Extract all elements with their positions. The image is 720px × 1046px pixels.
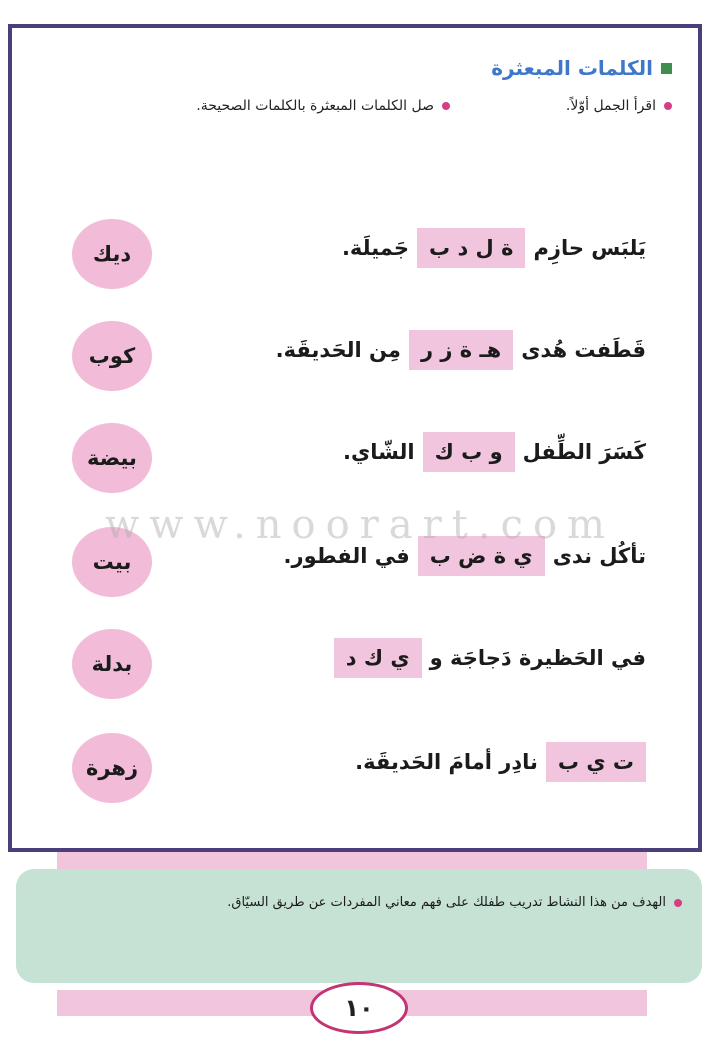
bullet-dot-icon	[674, 899, 682, 907]
sentence-end: مِن الحَديقَة.	[275, 338, 401, 362]
sentence-end: في الفطور.	[283, 544, 410, 568]
scrambled-letters[interactable]: هـ ة ز ر	[409, 330, 513, 370]
page-number: ١٠	[310, 982, 408, 1034]
parent-note	[16, 869, 702, 983]
sentence-start: تأكُل ندى	[552, 544, 646, 568]
instruction-match-text: صل الكلمات المبعثرة بالكلمات الصحيحة.	[196, 98, 434, 114]
square-bullet-icon	[661, 63, 672, 74]
sentence-end: نادِر أمامَ الحَديقَة.	[355, 750, 538, 774]
scrambled-letters[interactable]: ي ك د	[334, 638, 422, 678]
instruction-match	[196, 98, 450, 114]
note-line	[227, 895, 682, 910]
sentence-start: قَطَفت هُدى	[521, 338, 646, 362]
sentence-start: في الحَظيرة دَجاجَة و	[429, 646, 646, 670]
word-circle[interactable]: ديك	[72, 219, 152, 289]
word-circle[interactable]: بيت	[72, 527, 152, 597]
word-circle[interactable]: بدلة	[72, 629, 152, 699]
word-circle[interactable]: بيضة	[72, 423, 152, 493]
word-circle[interactable]: زهرة	[72, 733, 152, 803]
heading-title: الكلمات المبعثرة	[491, 56, 653, 80]
bullet-dot-icon	[442, 102, 450, 110]
sentence-start: يَلبَس حازِم	[533, 236, 646, 260]
watermark: www.noorart.com	[105, 502, 615, 548]
sentence-row	[334, 636, 646, 680]
note-text: الهدف من هذا النشاط تدريب طفلك على فهم معاني المفردات عن طريق السيّاق.	[227, 895, 666, 910]
instruction-read-text: اقرأ الجمل أوّلاً.	[565, 98, 656, 114]
sentence-row	[276, 328, 646, 372]
sentence-end: جَميلَة.	[341, 236, 410, 260]
sentence-end: الشّاي.	[343, 440, 415, 464]
scrambled-letters[interactable]: و ب ك	[423, 432, 515, 472]
sentence-row	[342, 226, 646, 270]
sentence-row	[343, 430, 646, 474]
bullet-dot-icon	[664, 102, 672, 110]
scrambled-letters[interactable]: ة ل د ب	[417, 228, 525, 268]
scrambled-letters[interactable]: ت ي ب	[546, 742, 646, 782]
section-heading	[491, 56, 672, 80]
sentence-start: كَسَرَ الطِّفل	[522, 440, 646, 464]
word-circle[interactable]: كوب	[72, 321, 152, 391]
sentence-row	[355, 740, 646, 784]
scrambled-letters[interactable]: ي ة ض ب	[418, 536, 545, 576]
instruction-read	[566, 98, 672, 114]
